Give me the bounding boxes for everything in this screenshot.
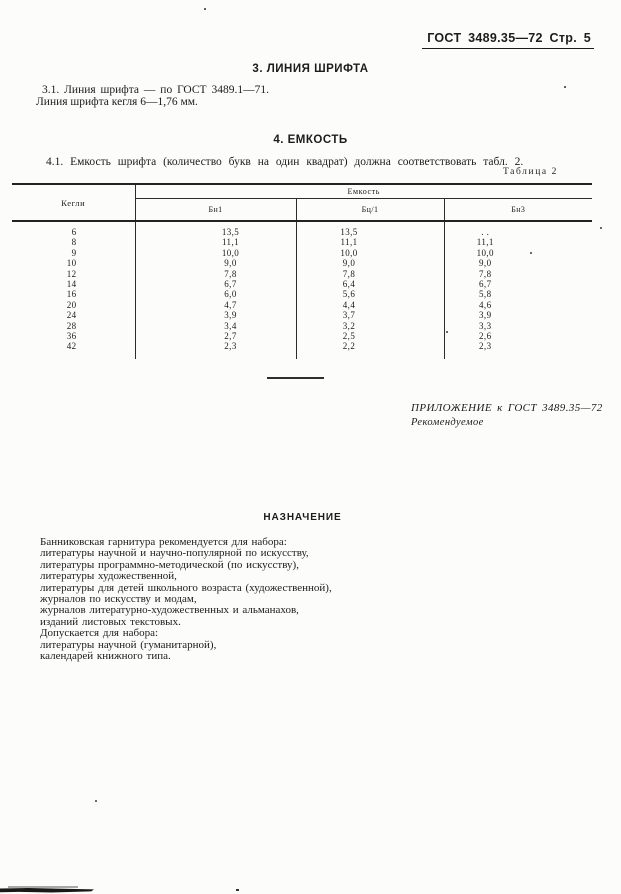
purpose-line: журналов по искусству и модам, xyxy=(40,593,197,606)
purpose-line: Допускается для набора: xyxy=(40,627,159,640)
kegl-cell: 24 xyxy=(66,310,77,321)
capacity-value-cell: 13,5 xyxy=(296,221,444,237)
capacity-value-cell: 2,3 xyxy=(135,341,296,358)
kegl-cell: 10 xyxy=(66,258,77,269)
capacity-value-cell: 9,0 xyxy=(135,258,296,268)
section3-paragraph-2: Линия шрифта кегля 6—1,76 мм. xyxy=(36,96,198,108)
table-row xyxy=(12,341,592,358)
appendix-subtitle: Рекомендуемое xyxy=(411,417,484,428)
capacity-value-cell: 5,6 xyxy=(296,289,444,299)
capacity-value-cell: 7,8 xyxy=(296,269,444,279)
capacity-value-cell: 11,1 xyxy=(296,237,444,247)
purpose-line: литературы программно-методической (по искусству), xyxy=(40,558,299,571)
scan-speck xyxy=(600,227,602,229)
table-row xyxy=(12,237,592,247)
kegl-cell: 28 xyxy=(66,320,77,331)
purpose-line: изданий листовых текстовых. xyxy=(40,615,181,628)
capacity-table xyxy=(12,183,592,359)
capacity-value-cell: 2,6 xyxy=(444,331,592,341)
column-header-kegli: Кегли xyxy=(12,184,135,221)
purpose-line: журналов литературно-художественных и альманахов, xyxy=(40,604,299,617)
table-row xyxy=(12,221,592,237)
kegl-cell: 20 xyxy=(66,299,77,310)
capacity-value-cell: 7,8 xyxy=(135,269,296,279)
capacity-value-cell: 3,3 xyxy=(444,321,592,331)
purpose-section-title: НАЗНАЧЕНИЕ xyxy=(263,512,342,523)
scan-artifact-strip xyxy=(0,888,94,893)
table-row xyxy=(12,258,592,268)
column-header-bc1: Бц/1 xyxy=(296,199,444,222)
section4-title: 4. ЕМКОСТЬ xyxy=(273,134,348,146)
table-row xyxy=(12,248,592,258)
column-group-header-emkost: Емкость xyxy=(135,184,592,199)
capacity-value-cell: 9,0 xyxy=(296,258,444,268)
capacity-value-cell: 13,5 xyxy=(135,221,296,237)
kegl-cell: 36 xyxy=(66,331,77,342)
capacity-value-cell: 3,4 xyxy=(135,321,296,331)
scan-speck xyxy=(446,331,448,333)
table-row xyxy=(12,331,592,341)
capacity-value-cell: 6,7 xyxy=(444,279,592,289)
scan-speck xyxy=(95,800,97,802)
capacity-value-cell: 9,0 xyxy=(444,258,592,268)
capacity-value-cell: 5,8 xyxy=(444,289,592,299)
purpose-list xyxy=(40,537,332,662)
appendix-title: ПРИЛОЖЕНИЕ к ГОСТ 3489.35—72 xyxy=(411,402,603,414)
capacity-value-cell: 2,5 xyxy=(296,331,444,341)
capacity-table-body xyxy=(12,221,592,359)
capacity-value-cell: 10,0 xyxy=(135,248,296,258)
table-row xyxy=(12,300,592,310)
capacity-value-cell: 3,2 xyxy=(296,321,444,331)
section3-title: 3. ЛИНИЯ ШРИФТА xyxy=(252,63,369,75)
scan-artifact-strip-faint xyxy=(8,886,78,888)
capacity-value-cell: 4,7 xyxy=(135,300,296,310)
capacity-value-cell: 4,6 xyxy=(444,300,592,310)
capacity-value-cell: 11,1 xyxy=(135,237,296,247)
capacity-value-cell: 3,9 xyxy=(135,310,296,320)
capacity-value-cell: 11,1 xyxy=(444,237,592,247)
capacity-value-cell: 2,3 xyxy=(444,341,592,358)
kegl-cell: 8 xyxy=(71,237,77,248)
capacity-value-cell: 6,7 xyxy=(135,279,296,289)
table-row xyxy=(12,269,592,279)
capacity-value-cell: 10,0 xyxy=(444,248,592,258)
purpose-line: литературы художественной, xyxy=(40,570,177,583)
capacity-value-cell: 2,2 xyxy=(296,341,444,358)
capacity-value-cell: 4,4 xyxy=(296,300,444,310)
kegl-cell: 9 xyxy=(71,247,77,258)
purpose-line: Банниковская гарнитура рекомендуется для набора: xyxy=(40,536,287,548)
capacity-value-cell: 3,9 xyxy=(444,310,592,320)
table-row xyxy=(12,289,592,299)
column-header-bn3: Бн3 xyxy=(444,199,592,222)
kegl-cell: 6 xyxy=(71,227,77,237)
purpose-line: календарей книжного типа. xyxy=(40,650,171,663)
purpose-line: литературы для детей школьного возраста (художественной), xyxy=(40,581,332,594)
capacity-value-cell: 6,4 xyxy=(296,279,444,289)
scan-speck xyxy=(204,8,206,10)
page-header: ГОСТ 3489.35—72 Стр. 5 xyxy=(422,31,594,49)
capacity-value-cell: 10,0 xyxy=(296,248,444,258)
capacity-value-cell: 7,8 xyxy=(444,269,592,279)
purpose-line: литературы научной и научно-популярной по искусству, xyxy=(40,547,309,560)
kegl-cell: 14 xyxy=(66,279,77,290)
scan-speck xyxy=(530,252,532,254)
table-row xyxy=(12,310,592,320)
kegl-cell: 42 xyxy=(66,341,77,352)
scan-speck xyxy=(564,86,566,88)
scan-artifact-dot xyxy=(236,889,239,891)
purpose-line: литературы научной (гуманитарной), xyxy=(40,638,217,651)
capacity-table-header xyxy=(12,184,592,221)
section3-paragraph-1: 3.1. Линия шрифта — по ГОСТ 3489.1—71. xyxy=(42,84,269,96)
kegl-cell: 16 xyxy=(66,289,77,300)
table-row xyxy=(12,321,592,331)
capacity-value-cell: 6,0 xyxy=(135,289,296,299)
table-caption: Таблица 2 xyxy=(503,167,559,177)
capacity-value-cell: 2,7 xyxy=(135,331,296,341)
kegl-cell: 12 xyxy=(66,268,77,279)
section4-paragraph: 4.1. Емкость шрифта (количество букв на один квадрат) должна соответствовать табл. 2. xyxy=(46,156,524,168)
capacity-value-cell: 3,7 xyxy=(296,310,444,320)
section-divider-rule xyxy=(267,377,324,379)
table-row xyxy=(12,279,592,289)
column-header-bn1: Бн1 xyxy=(135,199,296,222)
capacity-value-cell: . . xyxy=(444,221,592,237)
